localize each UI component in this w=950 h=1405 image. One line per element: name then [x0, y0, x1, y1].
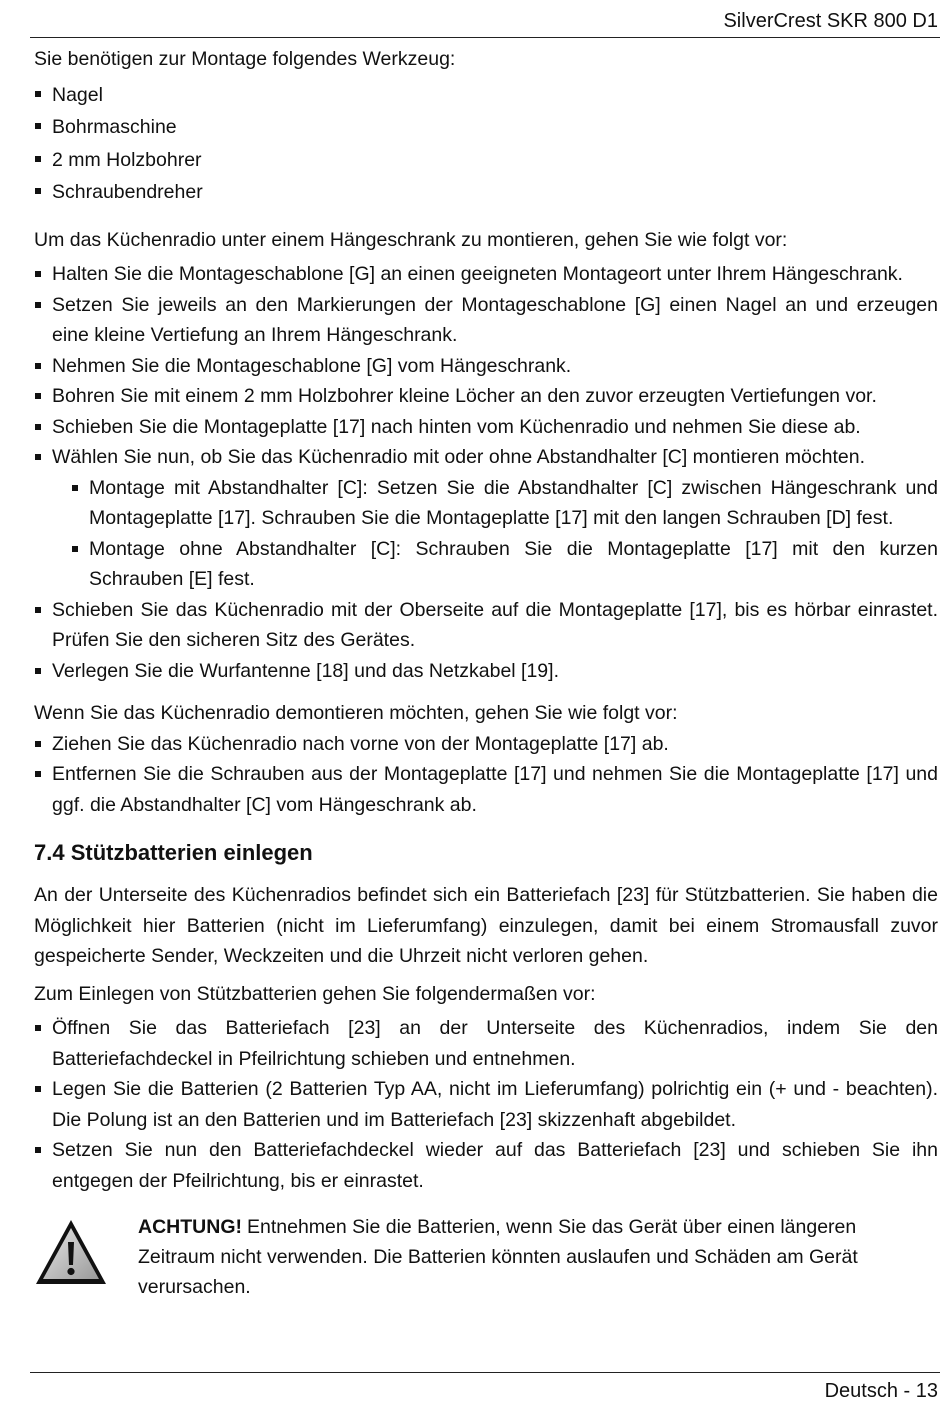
demount-steps-list	[34, 729, 938, 821]
page-content	[34, 44, 938, 1304]
warning-lead: ACHTUNG!	[138, 1216, 242, 1238]
tools-list	[34, 79, 938, 209]
demount-intro: Wenn Sie das Küchenradio demontieren möchten, gehen Sie wie folgt vor:	[34, 702, 678, 724]
list-item: Bohren Sie mit einem 2 mm Holzbohrer kleine Löcher an den zuvor erzeugten Vertiefungen vor.	[34, 381, 938, 412]
header-title: SilverCrest SKR 800 D1	[723, 10, 938, 32]
list-item: Verlegen Sie die Wurfantenne [18] und das Netzkabel [19].	[34, 656, 938, 687]
battery-steps-list	[34, 1013, 938, 1196]
mount-substeps-list	[71, 473, 938, 595]
list-item: Bohrmaschine	[34, 111, 938, 144]
battery-paragraph: An der Unterseite des Küchenradios befindet sich ein Batteriefach [23] für Stützbatterien. Sie haben die Möglichkeit hier Batterien (nicht im Lieferumfang) einzulegen, damit bei einem Stromausfall zuvor gespeicherte Sender, Weckzeiten und die Uhrzeit nicht verloren gehen.	[34, 884, 938, 967]
list-item: Montage mit Abstandhalter [C]: Setzen Sie die Abstandhalter [C] zwischen Hängeschrank und Montageplatte [17]. Schrauben Sie die Montageplatte [17] mit den langen Schrauben [D] fest.	[71, 473, 938, 534]
tools-intro: Sie benötigen zur Montage folgendes Werkzeug:	[34, 48, 456, 70]
list-item: Setzen Sie jeweils an den Markierungen der Montageschablone [G] einen Nagel an und erzeugen eine kleine Vertiefung an Ihrem Hängeschrank.	[34, 290, 938, 351]
list-item: 2 mm Holzbohrer	[34, 144, 938, 177]
warning-box	[34, 1212, 938, 1304]
list-item: Schieben Sie das Küchenradio mit der Oberseite auf die Montageplatte [17], bis es hörbar einrastet. Prüfen Sie den sicheren Sitz des Gerätes.	[34, 595, 938, 656]
mount-steps-list	[34, 259, 938, 473]
list-item: Wählen Sie nun, ob Sie das Küchenradio mit oder ohne Abstandhalter [C] montieren möchten.	[34, 442, 938, 473]
list-item: Öffnen Sie das Batteriefach [23] an der Unterseite des Küchenradios, indem Sie den Batteriefachdeckel in Pfeilrichtung schieben und entnehmen.	[34, 1013, 938, 1074]
warning-body: Entnehmen Sie die Batterien, wenn Sie das Gerät über einen längeren Zeitraum nicht verwenden. Die Batterien könnten auslaufen und Schäden am Gerät verursachen.	[138, 1216, 858, 1298]
list-item: Montage ohne Abstandhalter [C]: Schrauben Sie die Montageplatte [17] mit den kurzen Schrauben [E] fest.	[71, 534, 938, 595]
page-number: Deutsch - 13	[824, 1380, 938, 1402]
list-item: Nagel	[34, 79, 938, 112]
list-item: Nehmen Sie die Montageschablone [G] vom Hängeschrank.	[34, 351, 938, 382]
mount-final-steps-list	[34, 595, 938, 687]
list-item: Ziehen Sie das Küchenradio nach vorne von der Montageplatte [17] ab.	[34, 729, 938, 760]
page-footer	[30, 1372, 940, 1405]
warning-triangle-icon	[34, 1218, 108, 1286]
battery-intro: Zum Einlegen von Stützbatterien gehen Sie folgendermaßen vor:	[34, 982, 596, 1005]
page-header	[30, 6, 940, 38]
list-item: Legen Sie die Batterien (2 Batterien Typ AA, nicht im Lieferumfang) polrichtig ein (+ und - beachten). Die Polung ist an den Batterien und im Batteriefach [23] skizzenhaft abgebildet.	[34, 1074, 938, 1135]
list-item: Halten Sie die Montageschablone [G] an einen geeigneten Montageort unter Ihrem Hängeschrank.	[34, 259, 938, 290]
list-item: Schieben Sie die Montageplatte [17] nach hinten vom Küchenradio und nehmen Sie diese ab.	[34, 412, 938, 443]
list-item: Setzen Sie nun den Batteriefachdeckel wieder auf das Batteriefach [23] und schieben Sie ihn entgegen der Pfeilrichtung, bis er einrastet.	[34, 1135, 938, 1196]
section-heading: 7.4 Stützbatterien einlegen	[34, 840, 313, 865]
mount-intro: Um das Küchenradio unter einem Hängeschrank zu montieren, gehen Sie wie folgt vor:	[34, 228, 788, 251]
list-item: Schraubendreher	[34, 176, 938, 209]
warning-text	[138, 1212, 878, 1302]
list-item: Entfernen Sie die Schrauben aus der Montageplatte [17] und nehmen Sie die Montageplatte [17] und ggf. die Abstandhalter [C] vom Hängeschrank ab.	[34, 759, 938, 820]
